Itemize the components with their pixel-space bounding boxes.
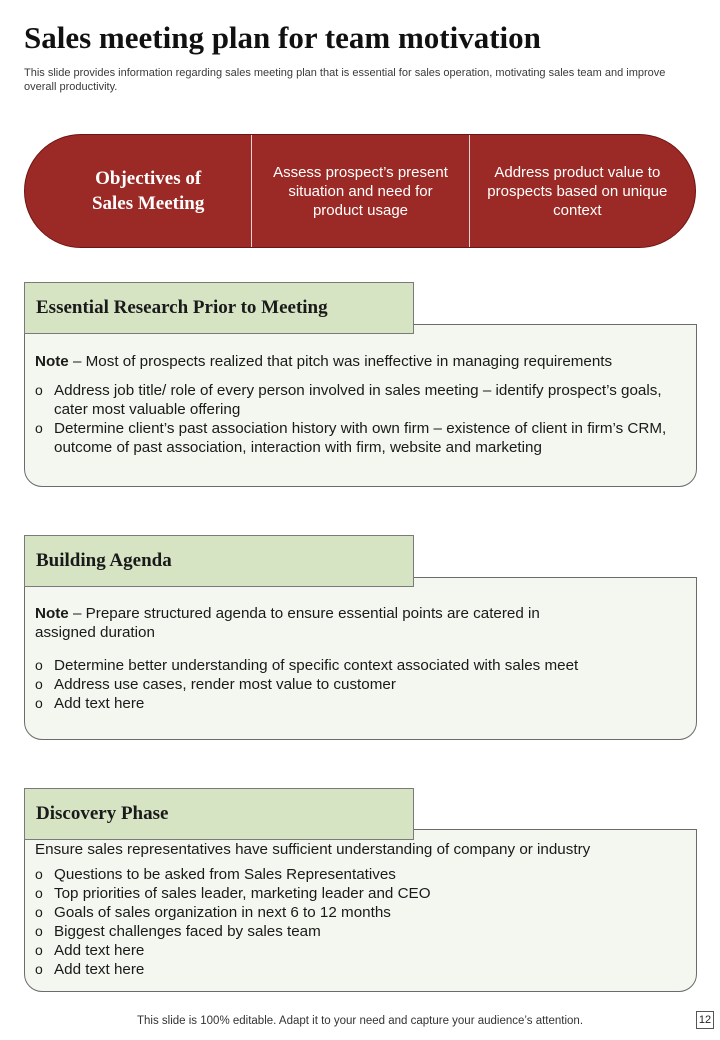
section-content — [35, 352, 675, 457]
list-item: o Add text here — [35, 941, 675, 960]
section-heading: Discovery Phase — [24, 788, 414, 840]
list-item: o Address use cases, render most value to customer — [35, 675, 675, 694]
list-item: o Determine client’s past association history with own firm – existence of client in firm’s CRM, outcome of past association, interaction with firm, website and marketing — [35, 419, 675, 457]
section-note — [35, 352, 675, 371]
bullet-list — [35, 865, 675, 979]
objectives-heading-line2: Sales Meeting — [91, 193, 205, 214]
list-item: o Questions to be asked from Sales Representatives — [35, 865, 675, 884]
list-item: o Top priorities of sales leader, marketing leader and CEO — [35, 884, 675, 903]
footer-note — [0, 1015, 720, 1027]
section-content — [35, 604, 577, 655]
objective-item-address: Address product value to prospects based on unique context — [487, 163, 668, 219]
list-item: o Goals of sales organization in next 6 to 12 months — [35, 903, 675, 922]
list-item: o Add text here — [35, 694, 675, 713]
section-bullets — [35, 656, 675, 713]
note-label: Note — [35, 353, 69, 370]
list-item: o Biggest challenges faced by sales team — [35, 922, 675, 941]
objectives-heading — [25, 135, 252, 247]
bullet-list — [35, 656, 675, 713]
footer-text: This slide is 100% editable. Adapt it to your need and capture your audience’s attention. — [136, 1015, 584, 1027]
page-number: 12 — [696, 1011, 714, 1029]
section-building-agenda — [24, 535, 697, 740]
objectives-heading-line1: Objectives of — [95, 168, 202, 189]
section-intro: Ensure sales representatives have sufficient understanding of company or industry — [35, 841, 591, 858]
objectives-banner — [24, 134, 696, 248]
bullet-list — [35, 381, 675, 457]
page-subtitle: This slide provides information regarding sales meeting plan that is essential for sales operation, motivating sales team and improve overall productivity. — [24, 67, 666, 93]
note-label: Note — [35, 605, 69, 622]
section-essential-research — [24, 282, 697, 487]
objective-item-assess: Assess prospect’s present situation and need for product usage — [252, 135, 469, 247]
list-item: o Determine better understanding of specific context associated with sales meet — [35, 656, 675, 675]
section-note — [35, 604, 577, 642]
list-item: o Add text here — [35, 960, 675, 979]
note-text: – Most of prospects realized that pitch was ineffective in managing requirements — [68, 353, 613, 370]
section-heading: Essential Research Prior to Meeting — [24, 282, 414, 334]
note-text: – Prepare structured agenda to ensure essential points are catered in assigned duration — [35, 605, 540, 641]
list-item: o Address job title/ role of every person involved in sales meeting – identify prospect’s goals, cater most valuable offering — [35, 381, 675, 419]
section-heading: Building Agenda — [24, 535, 414, 587]
page-title: Sales meeting plan for team motivation — [24, 20, 541, 55]
section-discovery-phase — [24, 788, 697, 992]
section-content — [35, 840, 675, 979]
